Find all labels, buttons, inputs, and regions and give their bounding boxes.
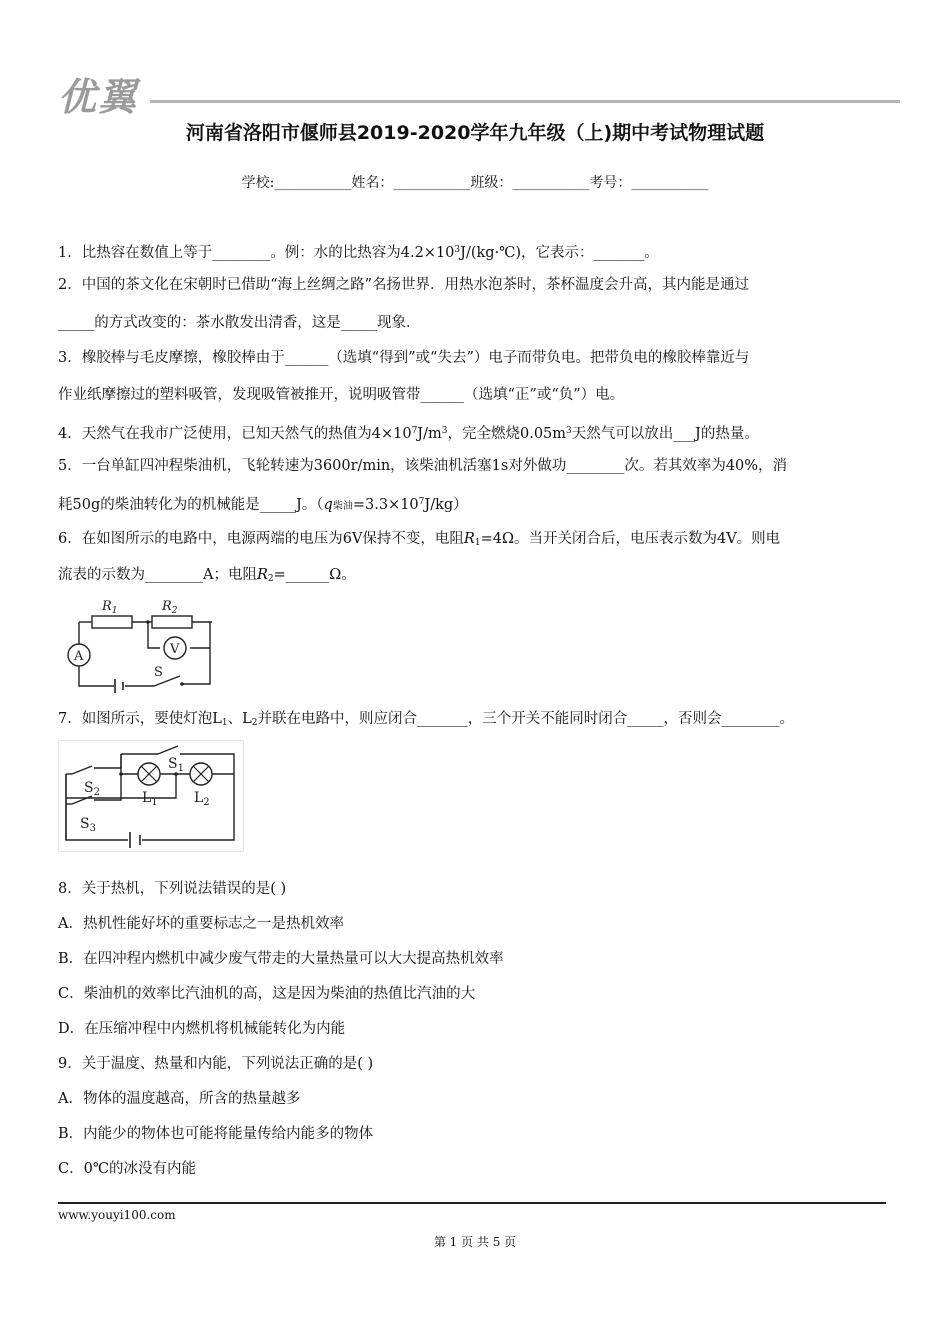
battery-icon (115, 679, 123, 693)
name-blank[interactable]: ___________ (393, 175, 471, 191)
svg-text:S1: $S_1$ (168, 756, 184, 774)
svg-text:A: A (74, 649, 84, 664)
class-label: 班级： (470, 175, 513, 191)
question-5-line-1: 5．一台单缸四冲程柴油机，飞轮转速为3600r/min，该柴油机活塞1s对外做功________次。若其效率为40%，消 (58, 458, 788, 474)
question-8-stem: 8．关于热机，下列说法错误的是( ) (58, 881, 287, 897)
svg-text:L1: $L_1$ (142, 790, 158, 808)
exam-no-label: 考号： (589, 175, 632, 191)
footer-url[interactable]: www.youyi100.com (58, 1208, 176, 1222)
svg-text:V: V (170, 642, 180, 657)
circuit-diagram-q7 (58, 740, 244, 852)
svg-text:R1: $R_1$ (102, 599, 118, 616)
lamp-l1-icon (138, 763, 160, 785)
school-blank[interactable]: ___________ (274, 175, 352, 191)
lamp-l2-icon (190, 763, 212, 785)
svg-text:S2: $S_2$ (84, 780, 100, 798)
question-8-option-a[interactable]: A．热机性能好坏的重要标志之一是热机效率 (58, 916, 344, 932)
question-4: 4．天然气在我市广泛使用，已知天然气的热值为$4\times 10^7J/m^3$，完全燃烧$0.05m^3$天然气可以放出___J的热量。 (58, 426, 759, 442)
question-8-option-d[interactable]: D．在压缩冲程中内燃机将机械能转化为内能 (58, 1021, 346, 1037)
school-label: 学校: (241, 175, 275, 191)
student-info-line (0, 172, 950, 192)
resistor-r1 (92, 616, 132, 628)
question-8-option-b[interactable]: B．在四冲程内燃机中减少废气带走的大量热量可以大大提高热机效率 (58, 951, 504, 967)
name-label: 姓名： (351, 175, 394, 191)
question-9-option-c[interactable]: C．0℃的冰没有内能 (58, 1161, 197, 1177)
exam-no-blank[interactable]: ___________ (631, 175, 709, 191)
question-2-line-2: _____的方式改变的：茶水散发出清香，这是_____现象． (58, 315, 421, 331)
question-1: 1．比热容在数值上等于________。例：水的比热容为$4.2\times 10^3J/(kg\cdot℃)$，它表示：_______。 (58, 245, 659, 261)
header-divider (150, 100, 900, 103)
svg-text:S3: $S_3$ (80, 816, 96, 834)
question-6-line-2: 流表的示数为________A；电阻$R_2=\_\_\_\_\_\_\Omega$。 (58, 567, 356, 584)
resistor-r2 (152, 616, 192, 628)
svg-text:L2: $L_2$ (194, 790, 210, 808)
logo: 优翼 (58, 75, 139, 119)
question-9-option-a[interactable]: A．物体的温度越高，所含的热量越多 (58, 1091, 301, 1107)
question-9-stem: 9．关于温度、热量和内能，下列说法正确的是( ) (58, 1056, 374, 1072)
question-6-line-1: 6．在如图所示的电路中，电源两端的电压为6V保持不变，电阻$R_1=4\Omega$。当开关闭合后，电压表示数为4V。则电 (58, 531, 781, 548)
question-8-option-c[interactable]: C．柴油机的效率比汽油机的高，这是因为柴油的热值比汽油的大 (58, 986, 476, 1002)
page-number: 第 1 页 共 5 页 (433, 1235, 517, 1249)
svg-text:S: S (154, 665, 163, 680)
question-7: 7．如图所示，要使灯泡$L_1$、$L_2$并联在电路中，则应闭合_______，三个开关不能同时闭合_____，否则会________。 (58, 711, 794, 728)
question-2-line-1: 2．中国的茶文化在宋朝时已借助“海上丝绸之路”名扬世界．用热水泡茶时，茶杯温度会升高，其内能是通过 (58, 277, 750, 293)
circuit-diagram-q6 (62, 596, 217, 694)
question-9-option-b[interactable]: B．内能少的物体也可能将能量传给内能多的物体 (58, 1126, 374, 1142)
question-3-line-2: 作业纸摩擦过的塑料吸管，发现吸管被推开，说明吸管带______（选填“正”或“负”）电。 (58, 387, 625, 403)
footer-divider (58, 1202, 886, 1204)
svg-text:R2: $R_2$ (162, 599, 178, 616)
class-blank[interactable]: ___________ (512, 175, 590, 191)
question-5-line-2: 耗50g的柴油转化为的机械能是_____J。（q柴油$=3.3\times 10^7J/kg$） (58, 497, 468, 513)
question-3-line-1: 3．橡胶棒与毛皮摩擦，橡胶棒由于______（选填“得到”或“失去”）电子而带负电。把带负电的橡胶棒靠近与 (58, 350, 750, 366)
page-title: 河南省洛阳市偃师县2019-2020学年九年级（上)期中考试物理试题 (185, 122, 765, 144)
